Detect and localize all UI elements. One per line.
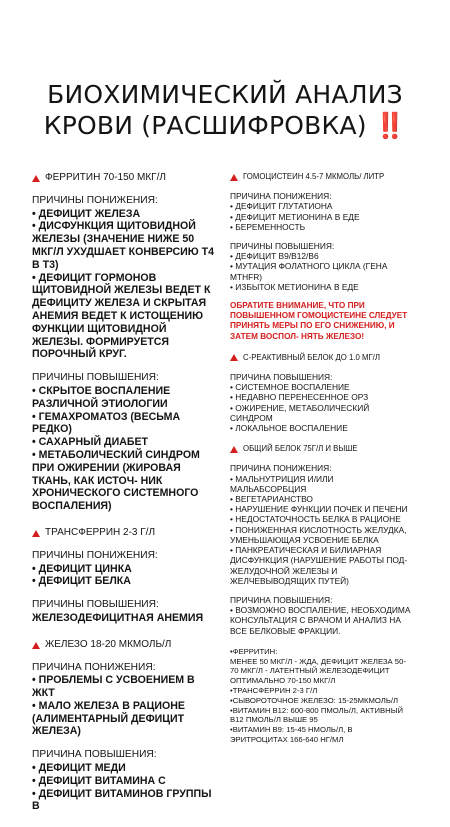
list-item: • НАРУШЕНИЕ ФУНКЦИИ ПОЧЕК И ПЕЧЕНИ bbox=[230, 504, 408, 515]
list-item: • ДЕФИЦИТ В9/В12/В6 bbox=[230, 251, 319, 262]
list-item: • ОЖИРЕНИЕ, МЕТАБОЛИЧЕСКИЙ СИНДРОМ bbox=[230, 402, 370, 423]
section-header bbox=[230, 172, 412, 182]
transferrin-section bbox=[32, 527, 220, 625]
decrease-label: ПРИЧИНА ПОНИЖЕНИЯ: bbox=[230, 463, 332, 474]
list-item: • НЕДАВНО ПЕРЕНЕСЕННОЕ ОРЗ bbox=[230, 392, 369, 403]
right-column bbox=[230, 172, 412, 745]
increase-reasons bbox=[230, 595, 412, 636]
list-item: • ВЕГЕТАРИАНСТВО bbox=[230, 494, 313, 505]
reference-summary bbox=[230, 647, 412, 745]
decrease-reasons bbox=[230, 463, 412, 585]
summary-line: •ВИТАМИН В9: 15-45 НМОЛЬ/Л, В ЭРИТРОЦИТАХ 166-640 НГ/МЛ bbox=[230, 725, 353, 744]
decrease-label: ПРИЧИНА ПОНИЖЕНИЯ: bbox=[230, 191, 332, 202]
section-header bbox=[32, 172, 220, 185]
increase-reasons bbox=[230, 241, 412, 292]
increase-reasons bbox=[32, 749, 220, 813]
summary-line: МЕНЕЕ 50 МКГ/Л - ЖДА, ДЕФИЦИТ ЖЕЛЕЗА 50-70 МКГ/Л - ЛАТЕНТНЫЙ ЖЕЛЕЗОДЕФИЦИТ ОПТИМАЛЬНО 70-150 МКГ/Л bbox=[230, 656, 406, 686]
increase-reasons bbox=[230, 372, 412, 433]
list-item: • ДЕФИЦИТ МЕТИОНИНА В ЕДЕ bbox=[230, 211, 360, 222]
increase-reasons bbox=[32, 599, 220, 625]
list-item: • ДЕФИЦИТ ЦИНКА bbox=[32, 562, 132, 575]
list-item: • ДЕФИЦИТ ЖЕЛЕЗА bbox=[32, 207, 141, 220]
red-triangle-icon bbox=[32, 175, 40, 182]
section-title: ФЕРРИТИН 70-150 МКГ/Л bbox=[45, 172, 166, 183]
section-header bbox=[32, 527, 220, 540]
summary-line: •ТРАНСФЕРРИН 2-3 Г/Л bbox=[230, 685, 318, 695]
list-item: ЖЕЛЕЗОДЕФИЦИТНАЯ АНЕМИЯ bbox=[32, 611, 204, 624]
increase-label: ПРИЧИНА ПОВЫШЕНИЯ: bbox=[230, 594, 333, 605]
decrease-label: ПРИЧИНА ПОНИЖЕНИЯ: bbox=[32, 661, 156, 673]
list-item: • ДЕФИЦИТ ГЛУТАТИОНА bbox=[230, 201, 333, 212]
list-item: • ПОНИЖЕННАЯ КИСЛОТНОСТЬ ЖЕЛУДКА, УМЕНЬШАЮЩАЯ УСВОЕНИЕ БЕЛКА bbox=[230, 524, 407, 545]
list-item: • МЕТАБОЛИЧЕСКИЙ СИНДРОМ ПРИ ОЖИРЕНИИ (ЖИРОВАЯ ТКАНЬ, КАК ИСТОЧ- НИК ХРОНИЧЕСКОГО СИСТЕМНОГО ВОСПАЛЕНИЯ) bbox=[32, 448, 200, 513]
summary-line: •СЫВОРОТОЧНОЕ ЖЕЛЕЗО: 15-25МКМОЛЬ/Л bbox=[230, 695, 399, 705]
warning-note: ОБРАТИТЕ ВНИМАНИЕ, ЧТО ПРИ ПОВЫШЕННОМ ГОМОЦИСТЕИНЕ СЛЕДУЕТ ПРИНЯТЬ МЕРЫ ПО ЕГО СНИЖЕНИЮ, И ЗАТЕМ ВОСПОЛ- НЯТЬ ЖЕЛЕЗО! bbox=[230, 301, 408, 341]
list-item: • ДЕФИЦИТ ГОРМОНОВ ЩИТОВИДНОЙ ЖЕЛЕЗЫ ВЕДЕТ К ДЕФИЦИТУ ЖЕЛЕЗА И СКРЫТАЯ АНЕМИЯ ВЕДЕТ К ИСТОЩЕНИЮ ФУНКЦИИ ЩИТОВИДНОЙ ЖЕЛЕЗЫ. ФОРМИРУЕТСЯ ПОРОЧНЫЙ КРУГ. bbox=[32, 271, 211, 361]
list-item: • ИЗБЫТОК МЕТИОНИНА В ЕДЕ bbox=[230, 281, 359, 292]
increase-label: ПРИЧИНЫ ПОВЫШЕНИЯ: bbox=[32, 599, 159, 611]
summary-line: •ФЕРРИТИН: bbox=[230, 646, 278, 656]
section-title: ОБЩИЙ БЕЛОК 75Г/Л И ВЫШЕ bbox=[243, 444, 358, 454]
section-header bbox=[230, 444, 412, 454]
list-item: • НЕДОСТАТОЧНОСТЬ БЕЛКА В РАЦИОНЕ bbox=[230, 514, 401, 525]
list-item: • ЛОКАЛЬНОЕ ВОСПАЛЕНИЕ bbox=[230, 423, 348, 434]
list-item: • ВОЗМОЖНО ВОСПАЛЕНИЕ, НЕОБХОДИМА КОНСУЛЬТАЦИЯ С ВРАЧОМ И АНАЛИЗ НА ВСЕ БЕЛКОВЫЕ ФРАКЦИИ. bbox=[230, 605, 411, 636]
decrease-label: ПРИЧИНЫ ПОНИЖЕНИЯ: bbox=[32, 194, 158, 206]
increase-label: ПРИЧИНЫ ПОВЫШЕНИЯ: bbox=[230, 241, 335, 252]
list-item: • ГЕМАХРОМАТОЗ (ВЕСЬМА РЕДКО) bbox=[32, 410, 181, 436]
decrease-reasons bbox=[32, 550, 220, 588]
list-item: • ДИСФУНКЦИЯ ЩИТОВИДНОЙ ЖЕЛЕЗЫ (ЗНАЧЕНИЕ НИЖЕ 50 МКГ/Л УХУДШАЕТ КОНВЕРСИЮ Т4 В Т3) bbox=[32, 220, 215, 271]
list-item: • ПАНКРЕАТИЧЕСКАЯ И БИЛИАРНАЯ ДИСФУНКЦИЯ (НАРУШЕНИЕ РАБОТЫ ПОД-ЖЕЛУДОЧНОЙ ЖЕЛЕЗЫ И ЖЕЛЧЕВЫВОДЯЩИХ ПУТЕЙ) bbox=[230, 545, 408, 586]
list-item: • ПРОБЛЕМЫ С УСВОЕНИЕМ В ЖКТ bbox=[32, 674, 195, 700]
increase-label: ПРИЧИНЫ ПОВЫШЕНИЯ: bbox=[32, 372, 159, 384]
title-line-2-text: КРОВИ (РАСШИФРОВКА) bbox=[43, 110, 367, 140]
red-triangle-icon bbox=[32, 642, 40, 649]
ferritin-section bbox=[32, 172, 220, 513]
list-item: • ДЕФИЦИТ ВИТАМИНА С bbox=[32, 774, 166, 787]
increase-label: ПРИЧИНА ПОВЫШЕНИЯ: bbox=[230, 372, 333, 383]
red-triangle-icon bbox=[230, 446, 238, 453]
decrease-reasons bbox=[230, 191, 412, 232]
list-item: • МУТАЦИЯ ФОЛАТНОГО ЦИКЛА (ГЕНА MTHFR) bbox=[230, 261, 388, 282]
protein-section bbox=[230, 444, 412, 635]
section-header bbox=[32, 639, 220, 652]
section-title: ГОМОЦИСТЕИН 4.5-7 МКМОЛЬ/ ЛИТР bbox=[243, 172, 385, 181]
list-item: • ДЕФИЦИТ ВИТАМИНОВ ГРУППЫ В bbox=[32, 787, 212, 813]
list-item: • СКРЫТОЕ ВОСПАЛЕНИЕ РАЗЛИЧНОЙ ЭТИОЛОГИИ bbox=[32, 384, 171, 410]
crp-section bbox=[230, 353, 412, 433]
section-title: ЖЕЛЕЗО 18-20 МКМОЛЬ/Л bbox=[45, 638, 172, 650]
iron-section bbox=[32, 639, 220, 814]
title-line-2 bbox=[0, 110, 450, 141]
homocysteine-section bbox=[230, 172, 412, 342]
red-triangle-icon bbox=[32, 530, 40, 537]
left-column bbox=[32, 172, 220, 827]
decrease-reasons bbox=[32, 662, 220, 739]
section-title: ТРАНСФЕРРИН 2-3 Г/Л bbox=[45, 526, 156, 538]
red-triangle-icon bbox=[230, 354, 238, 361]
page-title bbox=[0, 79, 450, 141]
increase-reasons bbox=[32, 372, 220, 513]
increase-label: ПРИЧИНА ПОВЫШЕНИЯ: bbox=[32, 749, 157, 761]
red-triangle-icon bbox=[230, 174, 238, 181]
list-item: • МАЛЬНУТРИЦИЯ И/ИЛИ МАЛЬАБСОРБЦИЯ bbox=[230, 473, 334, 494]
list-item: • ДЕФИЦИТ МЕДИ bbox=[32, 762, 126, 775]
double-exclamation-icon: ‼️ bbox=[374, 110, 407, 140]
list-item: • БЕРЕМЕННОСТЬ bbox=[230, 221, 306, 232]
decrease-label: ПРИЧИНЫ ПОНИЖЕНИЯ: bbox=[32, 549, 158, 561]
summary-line: •ВИТАМИН В12: 600-800 ПМОЛЬ/Л, АКТИВНЫЙ В12 ПМОЛЬ/Л ВЫШЕ 95 bbox=[230, 705, 404, 725]
list-item: • ДЕФИЦИТ БЕЛКА bbox=[32, 575, 131, 588]
list-item: • СИСТЕМНОЕ ВОСПАЛЕНИЕ bbox=[230, 382, 350, 393]
decrease-reasons bbox=[32, 195, 220, 361]
title-line-1: БИОХИМИЧЕСКИЙ АНАЛИЗ bbox=[47, 79, 403, 109]
section-title: С-РЕАКТИВНЫЙ БЕЛОК ДО 1.0 МГ/Л bbox=[243, 352, 380, 362]
list-item: • МАЛО ЖЕЛЕЗА В РАЦИОНЕ (АЛИМЕНТАРНЫЙ ДЕФИЦИТ ЖЕЛЕЗА) bbox=[32, 699, 185, 738]
section-header bbox=[230, 353, 412, 363]
list-item: • САХАРНЫЙ ДИАБЕТ bbox=[32, 436, 149, 449]
